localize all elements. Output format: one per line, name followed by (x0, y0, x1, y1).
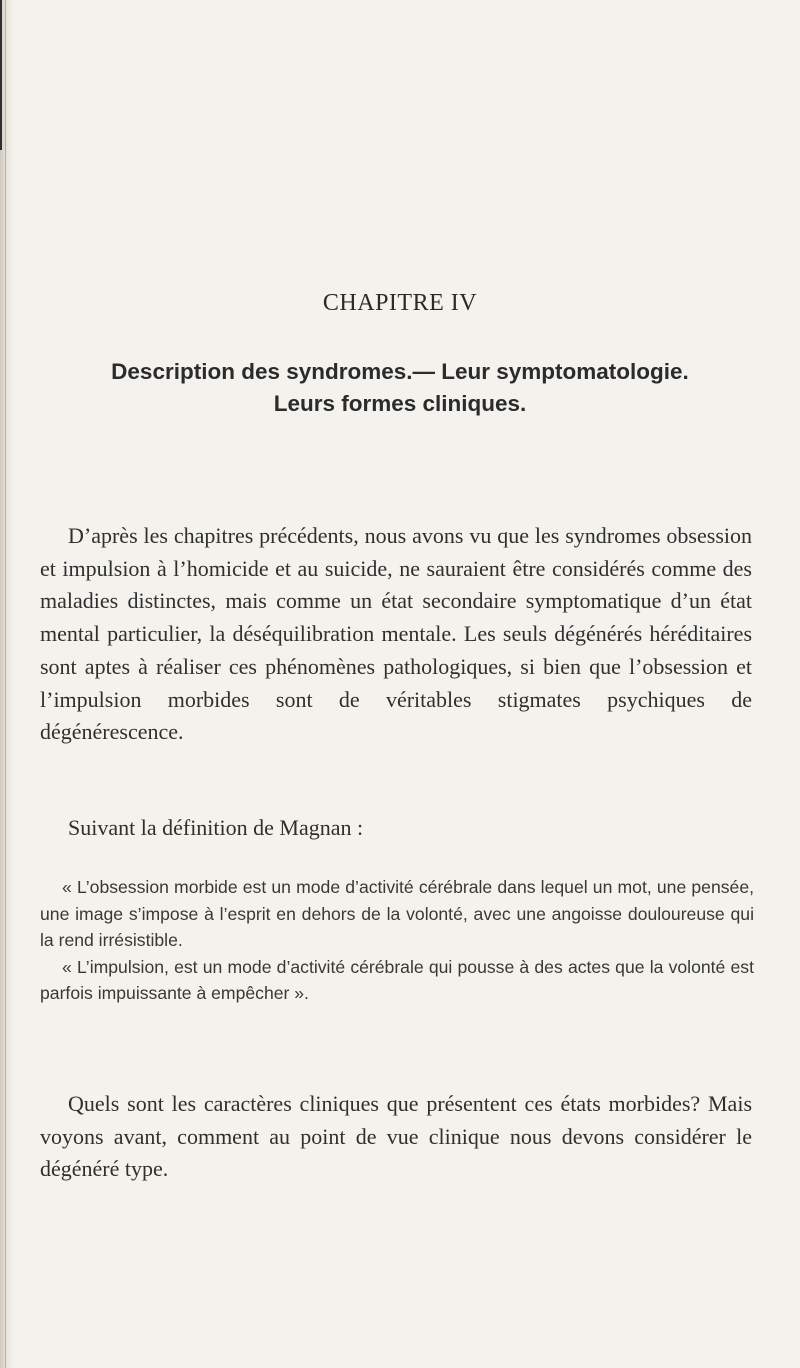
chapter-heading-line-1: Description des syndromes.— Leur symptomatologie. (111, 359, 689, 384)
paragraph-intro-text: D’après les chapitres précédents, nous avons vu que les syndromes obsession et impulsion à l’homicide et au suicide, ne sauraient être considérés comme des maladies distinctes, mais comme un état secondaire symptomatique d’un état mental particulier, la déséquilibration mentale. Les seuls dégénérés héréditaires sont aptes à réaliser ces phénomènes pathologiques, si bien que l’obsession et l’impulsion morbides sont de véritables stigmates psychiques de dégénérescence. (40, 523, 752, 745)
magnan-quote (40, 874, 754, 1007)
paragraph-closing-text: Quels sont les caractères cliniques que présentent ces états morbides? Mais voyons avant, comment au point de vue clinique nous devons considérer le dégénéré type. (40, 1091, 752, 1182)
page-edge-mark (0, 0, 2, 150)
chapter-heading (50, 356, 750, 420)
chapter-title: CHAPITRE IV (322, 290, 478, 316)
page-edge-line (5, 0, 6, 1368)
paragraph-closing (40, 1088, 752, 1186)
chapter-heading-line-2: Leurs formes cliniques. (273, 391, 527, 416)
quote-impulsion: « L’impulsion, est un mode d’activité cérébrale qui pousse à des actes que la volonté est parfois impuissante à empêcher ». (40, 956, 754, 1003)
page-binding-edge (0, 0, 14, 1368)
paragraph-definition-intro: Suivant la définition de Magnan : (68, 815, 364, 840)
quote-obsession: « L’obsession morbide est un mode d’activité cérébrale dans lequel un mot, une pensée, une image s’impose à l’esprit en dehors de la volonté, avec une angoisse douloureuse qui la rend irrésistible. (40, 877, 754, 950)
paragraph-intro (40, 520, 752, 749)
